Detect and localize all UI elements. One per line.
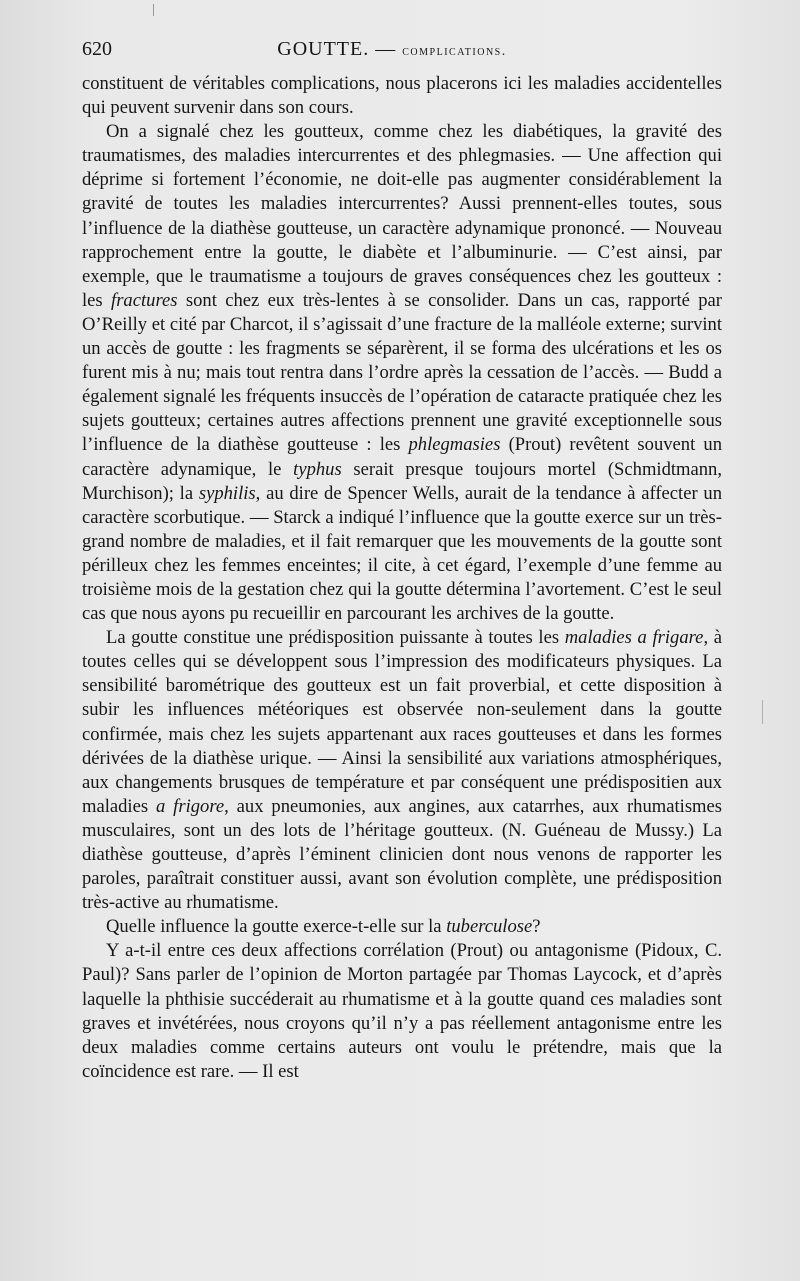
- text-run: , à toutes celles qui se développent sous l’impression des modificateurs physiques. La sensibilité barométrique des goutteux est un fait proverbial, et cette disposition à subir les influences météoriques est observée non-seulement dans la goutte confirmée, mais chez les sujets appartenant aux races goutteuses et dans les formes dérivées de la diathèse urique. — Ainsi la sensibilité aux variations atmosphériques, aux changements brusques de température et par conséquent une prédispositien aux maladies: [82, 627, 722, 817]
- running-title-subtitle: complications.: [402, 44, 507, 59]
- text-run: On a signalé chez les goutteux, comme chez les diabétiques, la gravité des traumatismes, des maladies intercurrentes et des phlegmasies. — Une affection qui déprime si fortement l’économie, ne doit-elle pas augmenter considérablement la gravité de toutes les maladies intercurrentes? Aussi prennent-elles toutes, sous l’influence de la diathèse goutteuse, un caractère adynamique prononcé. — Nouveau rapprochement entre la goutte, le diabète et l’albuminurie. — C’est ainsi, par exemple, que le traumatisme a toujours de graves conséquences chez les goutteux : les: [82, 121, 722, 311]
- margin-mark: [762, 700, 763, 724]
- text-run: La goutte constitue une prédisposition puissante à toutes les: [106, 627, 565, 649]
- italic-term: fractures: [111, 289, 178, 311]
- running-title: [82, 38, 702, 61]
- scan-artifact: [153, 4, 154, 16]
- paragraph: [82, 939, 722, 1084]
- text-run: Y a-t-il entre ces deux affections corrélation (Prout) ou antagonisme (Pidoux, C. Paul)? Sans parler de l’opinion de Morton partagée par Thomas Laycock, et d’après laquelle la phthisie succéderait au rhumatisme et à la goutte quand ces maladies sont graves et invétérées, nous croyons qu’il n’y a pas réellement antagonisme entre les deux maladies comme certains auteurs ont voulu le prétendre, mais que la coïncidence est rare. — Il est: [82, 940, 722, 1082]
- paragraph: [82, 915, 722, 939]
- italic-term: syphilis: [198, 482, 256, 504]
- page-number: 620: [82, 38, 112, 60]
- running-header: [82, 38, 722, 68]
- italic-term: maladies a frigare: [564, 627, 704, 649]
- italic-term: phlegmasies: [408, 434, 501, 456]
- text-run: (Prout) revêtent souvent un caractère adynamique, le: [82, 434, 722, 480]
- running-title-main: GOUTTE. —: [277, 38, 397, 60]
- italic-term: a frigore: [155, 795, 225, 817]
- text-run: , aux pneumonies, aux angines, aux catarrhes, aux rhumatismes musculaires, sont un des lots de l’héritage goutteux. (N. Guéneau de Mussy.) La diathèse goutteuse, d’après l’éminent clinicien dont nous venons de rapporter les paroles, paraîtrait constituer aussi, avant son évolution complète, une prédisposition très-active au rhumatisme.: [82, 795, 723, 914]
- paragraph: [82, 120, 722, 626]
- body-text: [82, 72, 722, 1084]
- text-run: sont chez eux très-lentes à se consolider. Dans un cas, rapporté par O’Reilly et cité par Charcot, il s’agissait d’une fracture de la malléole externe; survint un accès de goutte : les fragments se séparèrent, il se forma des ulcérations et les os furent mis à nu; mais tout rentra dans l’ordre après la cessation de l’accès. — Budd a également signalé les fréquents insuccès de l’opération de cataracte pratiquée chez les sujets goutteux; certaines autres affections prennent une gravité exceptionnelle sous l’influence de la diathèse goutteuse : les: [82, 289, 722, 456]
- text-run: serait presque toujours mortel (Schmidtmann, Murchison); la: [82, 458, 722, 504]
- text-run: constituent de véritables complications, nous placerons ici les maladies accidentelles qui peuvent survenir dans son cours.: [82, 73, 722, 119]
- text-run: Quelle influence la goutte exerce-t-elle sur la: [106, 916, 447, 938]
- paragraph: [82, 72, 722, 120]
- italic-term: typhus: [293, 458, 342, 480]
- text-run: , au dire de Spencer Wells, aurait de la tendance à affecter un caractère scorbutique. — Starck a indiqué l’influence que la goutte exerce sur un très-grand nombre de maladies, et il fait remarquer que les mouvements de la goutte sont périlleux chez les femmes enceintes; il cite, à cet égard, l’exemple d’une femme au troisième mois de la gestation chez qui la goutte détermina l’avortement. C’est le seul cas que nous ayons pu recueillir en parcourant les archives de la goutte.: [82, 482, 723, 625]
- italic-term: tuberculose: [446, 916, 533, 938]
- paragraph: [82, 626, 722, 915]
- text-run: ?: [532, 916, 541, 938]
